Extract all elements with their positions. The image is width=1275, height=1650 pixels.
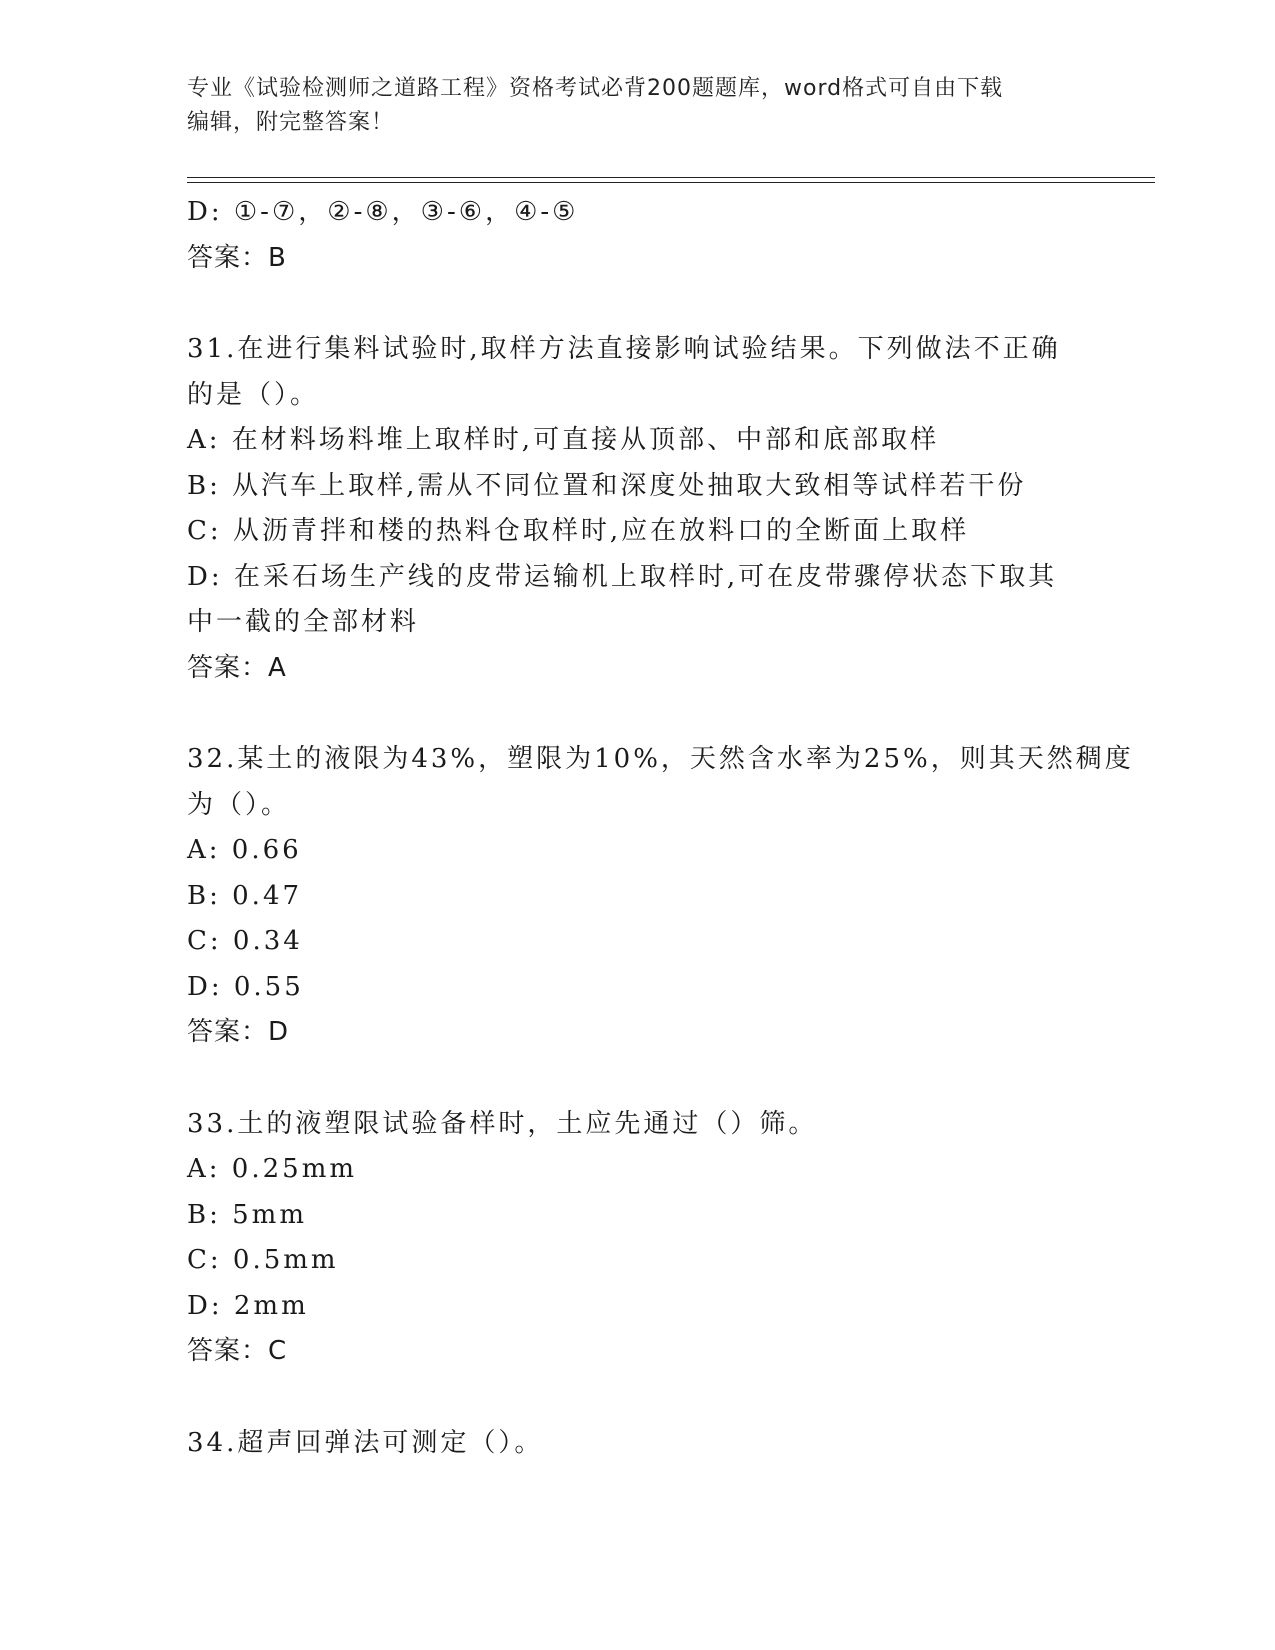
q32-answer: 答案：D (187, 1017, 290, 1047)
q32-option-d: D: 0.55 (187, 971, 304, 1002)
page-header (187, 72, 1067, 140)
q33-stem: 33.土的液塑限试验备样时，土应先通过（）筛。 (187, 1108, 818, 1139)
spacer (187, 691, 1087, 737)
q31-stem-line-2: 的是（）。 (187, 379, 320, 410)
q32-option-b: B: 0.47 (187, 880, 303, 911)
q32-stem-line-1: 32.某土的液限为43%，塑限为10%，天然含水率为25%，则其天然稠度 (187, 744, 1134, 774)
q31-option-d-line-2: 中一截的全部材料 (187, 607, 420, 637)
header-line-2: 编辑，附完整答案！ (187, 110, 395, 135)
header-line-1: 专业《试验检测师之道路工程》资格考试必背200题题库，word格式可自由下载 (187, 76, 1004, 101)
header-divider-bottom (187, 182, 1155, 183)
q33-option-d: D: 2mm (187, 1290, 309, 1321)
q32-stem-line-2: 为（）。 (187, 789, 291, 820)
q31-option-b: B: 从汽车上取样,需从不同位置和深度处抽取大致相等试样若干份 (187, 470, 1027, 501)
q34-stem: 34.超声回弹法可测定（）。 (187, 1427, 544, 1458)
q33-option-c: C: 0.5mm (187, 1245, 339, 1275)
prev-answer: 答案：B (187, 242, 287, 273)
q32-option-a: A: 0.66 (187, 835, 302, 865)
prev-option-d: D: ①-⑦，②-⑧，③-⑥，④-⑤ (187, 197, 579, 227)
q32-option-c: C: 0.34 (187, 926, 303, 956)
header-divider-top (187, 177, 1155, 178)
question-content (187, 190, 1134, 1466)
q31-option-c: C: 从沥青拌和楼的热料仓取样时,应在放料口的全断面上取样 (187, 516, 970, 546)
q33-answer: 答案：C (187, 1336, 288, 1366)
q33-option-a: A: 0.25mm (187, 1154, 357, 1184)
q31-answer: 答案：A (187, 652, 287, 683)
q31-option-a: A: 在材料场料堆上取样时,可直接从顶部、中部和底部取样 (187, 425, 940, 455)
spacer (187, 281, 1087, 327)
q31-option-d-line-1: D: 在采石场生产线的皮带运输机上取样时,可在皮带骤停状态下取其 (187, 561, 1058, 592)
spacer (187, 1375, 1087, 1421)
q31-stem-line-1: 31.在进行集料试验时,取样方法直接影响试验结果。下列做法不正确 (187, 334, 1061, 364)
spacer (187, 1056, 1087, 1102)
q33-option-b: B: 5mm (187, 1199, 307, 1230)
